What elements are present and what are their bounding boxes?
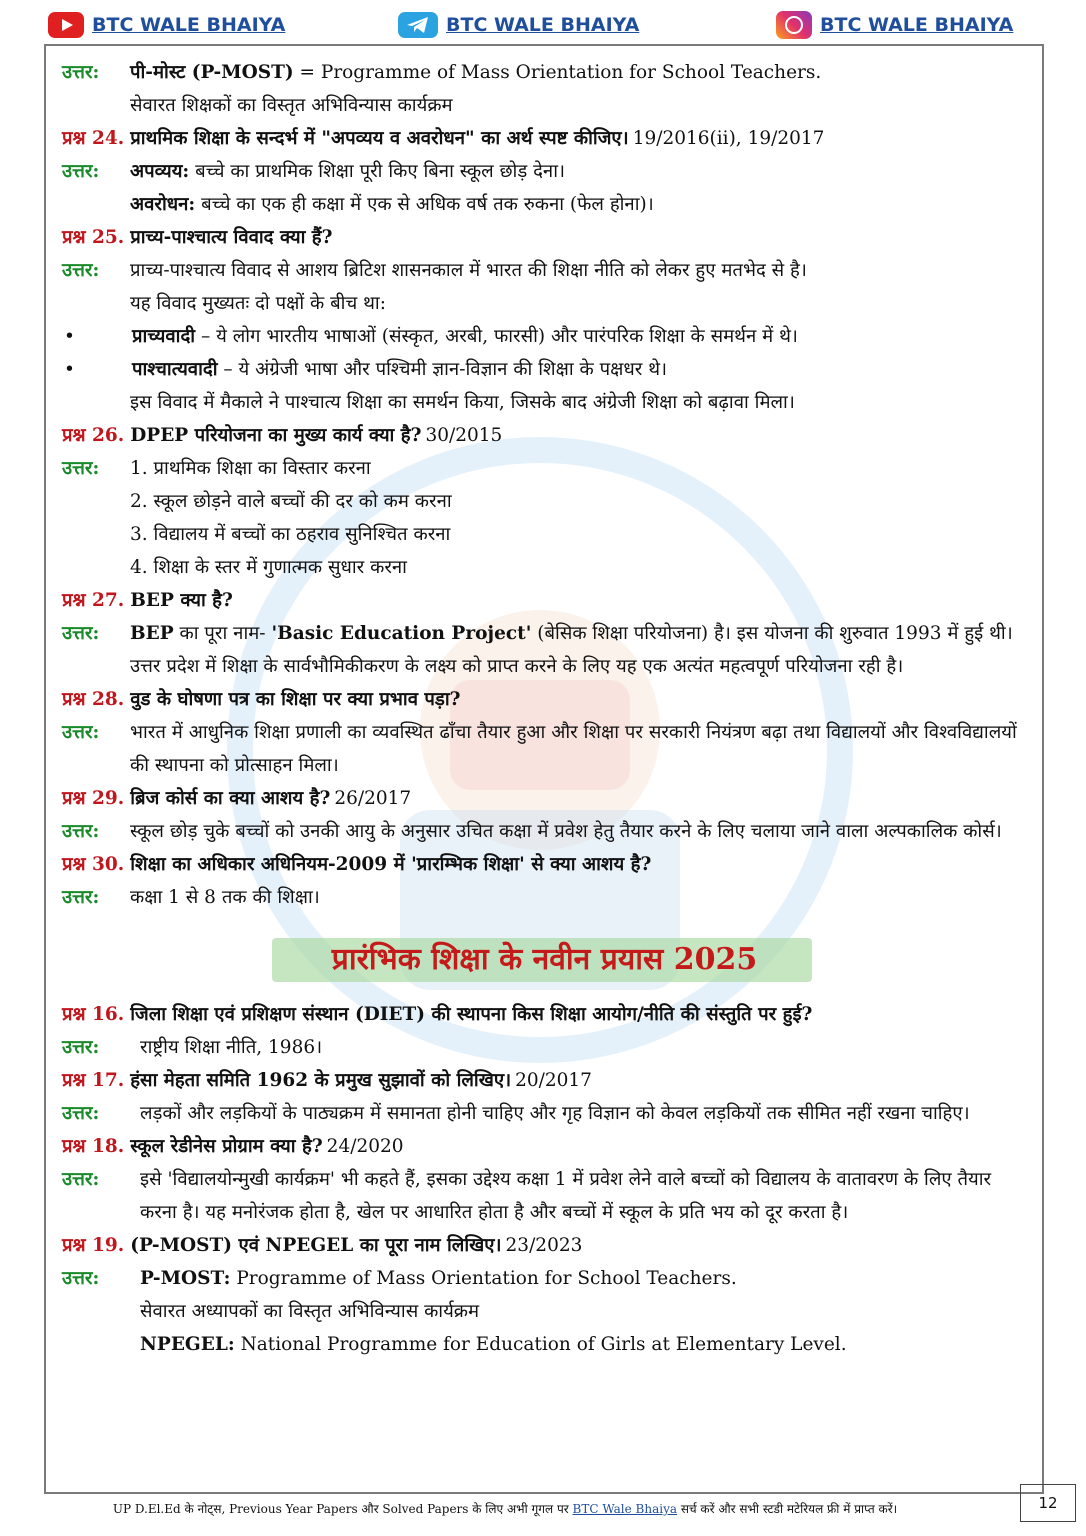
telegram-label[interactable]: BTC WALE BHAIYA bbox=[446, 14, 640, 36]
question-text: प्राथमिक शिक्षा के सन्दर्भ में "अपव्यय व अवरोधन" का अर्थ स्पष्ट कीजिए। bbox=[130, 128, 629, 149]
section-banner bbox=[62, 936, 1027, 984]
question-number: प्रश्न 18. bbox=[62, 1136, 125, 1157]
answer-key: 'Basic Education Project' bbox=[271, 623, 532, 644]
question-number: प्रश्न 17. bbox=[62, 1070, 125, 1091]
answer-text: सेवारत अध्यापकों का विस्तृत अभिविन्यास कार्यक्रम bbox=[140, 1301, 480, 1322]
answer-text: बच्चे का एक ही कक्षा में एक से अधिक वर्ष तक रुकना (फेल होना)। bbox=[201, 194, 654, 215]
answer-key: पाश्चात्यवादी bbox=[132, 359, 218, 380]
answer-row bbox=[62, 815, 1027, 848]
answer-key: प्राच्यवादी bbox=[132, 326, 196, 347]
question-row bbox=[62, 848, 1027, 881]
answer-text: इस विवाद में मैकाले ने पाश्चात्य शिक्षा का समर्थन किया, जिसके बाद अंग्रेजी शिक्षा को बढ़ावा मिला। bbox=[130, 392, 795, 413]
answer-label: उत्तर: bbox=[62, 458, 100, 479]
section-title: प्रारंभिक शिक्षा के नवीन प्रयास 2025 bbox=[331, 942, 758, 977]
youtube-link[interactable] bbox=[48, 10, 285, 40]
list-item: 3. विद्यालय में बच्चों का ठहराव सुनिश्चित करना bbox=[130, 524, 451, 545]
answer-row bbox=[62, 452, 1027, 584]
answer-key: NPEGEL: bbox=[140, 1334, 235, 1355]
header-bar bbox=[0, 6, 1086, 44]
answer-label: उत्तर: bbox=[62, 623, 100, 644]
answer-label: उत्तर: bbox=[62, 821, 100, 842]
answer-label: उत्तर: bbox=[62, 260, 100, 281]
answer-label: उत्तर: bbox=[62, 1103, 100, 1124]
question-row bbox=[62, 122, 1027, 155]
answer-text: लड़कों और लड़कियों के पाठ्यक्रम में समानता होनी चाहिए और गृह विज्ञान को केवल लड़कियों तक सीमित नहीं रखना चाहिए। bbox=[140, 1103, 970, 1124]
list-item bbox=[62, 320, 1027, 353]
question-ref: 24/2020 bbox=[326, 1136, 404, 1157]
instagram-label[interactable]: BTC WALE BHAIYA bbox=[820, 14, 1014, 36]
answer-key: अवरोधन: bbox=[130, 194, 196, 215]
question-text: BEP क्या है? bbox=[130, 590, 233, 611]
answer-label: उत्तर: bbox=[62, 62, 100, 83]
answer-text: – ये अंग्रेजी भाषा और पश्चिमी ज्ञान-विज्ञान की शिक्षा के पक्षधर थे। bbox=[223, 359, 668, 380]
question-text: प्राच्य-पाश्चात्य विवाद क्या हैं? bbox=[130, 227, 333, 248]
answer-text: भारत में आधुनिक शिक्षा प्रणाली का व्यवस्थित ढाँचा तैयार हुआ और शिक्षा पर सरकारी नियंत्रण बढ़ा तथा विद्यालयों और विश्वविद्यालयों की स्थापना को प्रोत्साहन मिला। bbox=[130, 722, 1017, 776]
instagram-link[interactable] bbox=[776, 10, 1013, 40]
youtube-icon bbox=[48, 12, 84, 38]
answer-row bbox=[62, 155, 1027, 221]
question-row bbox=[62, 998, 1027, 1031]
question-text: स्कूल रेडीनेस प्रोग्राम क्या है? bbox=[130, 1136, 323, 1157]
question-row bbox=[62, 1229, 1027, 1262]
question-row bbox=[62, 221, 1027, 254]
question-text: (P-MOST) एवं NPEGEL का पूरा नाम लिखिए। bbox=[130, 1235, 502, 1256]
answer-text: प्राच्य-पाश्चात्य विवाद से आशय ब्रिटिश शासनकाल में भारत की शिक्षा नीति को लेकर हुए मतभेद से है। bbox=[130, 260, 807, 281]
question-number: प्रश्न 30. bbox=[62, 854, 125, 875]
question-text: वुड के घोषणा पत्र का शिक्षा पर क्या प्रभाव पड़ा? bbox=[130, 689, 461, 710]
answer-text: यह विवाद मुख्यतः दो पक्षों के बीच था: bbox=[130, 293, 386, 314]
answer-text: = Programme of Mass Orientation for School Teachers. bbox=[299, 62, 822, 83]
answer-row bbox=[62, 1262, 1027, 1361]
list-item: 2. स्कूल छोड़ने वाले बच्चों की दर को कम करना bbox=[130, 491, 452, 512]
list-item: 1. प्राथमिक शिक्षा का विस्तार करना bbox=[130, 458, 371, 479]
question-row bbox=[62, 584, 1027, 617]
question-ref: 20/2017 bbox=[515, 1070, 592, 1091]
footer-text: सर्च करें और सभी स्टडी मटेरियल फ्री में प्राप्त करें। bbox=[680, 1502, 898, 1516]
answer-row bbox=[62, 617, 1027, 683]
youtube-label[interactable]: BTC WALE BHAIYA bbox=[92, 14, 286, 36]
answer-text: National Programme for Education of Girls at Elementary Level. bbox=[240, 1334, 847, 1355]
answer-row bbox=[62, 386, 1027, 419]
question-ref: 19/2016(ii), 19/2017 bbox=[632, 128, 825, 149]
answer-text: राष्ट्रीय शिक्षा नीति, 1986। bbox=[140, 1037, 323, 1058]
question-ref: 26/2017 bbox=[334, 788, 412, 809]
question-ref: 30/2015 bbox=[425, 425, 503, 446]
question-text: ब्रिज कोर्स का क्या आशय है? bbox=[130, 788, 331, 809]
question-text: हंसा मेहता समिति 1962 के प्रमुख सुझावों को लिखिए। bbox=[130, 1070, 512, 1091]
question-ref: 23/2023 bbox=[505, 1235, 583, 1256]
answer-text: इसे 'विद्यालयोन्मुखी कार्यक्रम' भी कहते हैं, इसका उद्देश्य कक्षा 1 में प्रवेश लेने वाले बच्चों को विद्यालय के वातावरण के लिए तैयार करना है। यह मनोरंजक होता है, खेल पर आधारित होता है और बच्चों में स्कूल के प्रति भय को दूर करता है। bbox=[140, 1169, 992, 1223]
question-number: प्रश्न 26. bbox=[62, 425, 125, 446]
bullet-icon: • bbox=[64, 359, 75, 380]
answer-row bbox=[62, 881, 1027, 914]
list-item bbox=[62, 353, 1027, 386]
answer-row bbox=[62, 1097, 1027, 1130]
answer-row bbox=[62, 56, 1027, 122]
question-row bbox=[62, 683, 1027, 716]
answer-text: का पूरा नाम- bbox=[179, 623, 266, 644]
answer-text: कक्षा 1 से 8 तक की शिक्षा। bbox=[130, 887, 320, 908]
answer-key: P-MOST: bbox=[140, 1268, 231, 1289]
answer-label: उत्तर: bbox=[62, 1268, 100, 1289]
answer-row bbox=[62, 716, 1027, 782]
answer-label: उत्तर: bbox=[62, 1037, 100, 1058]
question-row bbox=[62, 1064, 1027, 1097]
answer-label: उत्तर: bbox=[62, 722, 100, 743]
footer-text: UP D.El.Ed के नोट्स, Previous Year Papers और Solved Papers के लिए अभी गूगल पर bbox=[112, 1502, 569, 1516]
list-item: 4. शिक्षा के स्तर में गुणात्मक सुधार करना bbox=[130, 557, 407, 578]
footer-link[interactable]: BTC Wale Bhaiya bbox=[572, 1502, 678, 1516]
question-number: प्रश्न 19. bbox=[62, 1235, 125, 1256]
question-text: शिक्षा का अधिकार अधिनियम-2009 में 'प्रारम्भिक शिक्षा' से क्या आशय है? bbox=[130, 854, 652, 875]
answer-label: उत्तर: bbox=[62, 887, 100, 908]
question-text: DPEP परियोजना का मुख्य कार्य क्या है? bbox=[130, 425, 422, 446]
answer-line: सेवारत शिक्षकों का विस्तृत अभिविन्यास कार्यक्रम bbox=[130, 95, 453, 116]
answer-key: पी-मोस्ट (P-MOST) bbox=[130, 62, 294, 83]
answer-row bbox=[62, 1163, 1027, 1229]
answer-text: – ये लोग भारतीय भाषाओं (संस्कृत, अरबी, फारसी) और पारंपरिक शिक्षा के समर्थन में थे। bbox=[200, 326, 798, 347]
question-number: प्रश्न 27. bbox=[62, 590, 125, 611]
question-row bbox=[62, 782, 1027, 815]
page-content bbox=[62, 56, 1027, 1361]
question-number: प्रश्न 28. bbox=[62, 689, 125, 710]
question-number: प्रश्न 29. bbox=[62, 788, 125, 809]
answer-text: (बेसिक शिक्षा परियोजना) है। इस योजना की शुरुवात 1993 में हुई थी। उत्तर प्रदेश में शिक्षा के सार्वभौमिकीकरण के लक्ष्य को प्राप्त करने के लिए यह एक अत्यंत महत्वपूर्ण परियोजना रही है। bbox=[130, 623, 1013, 677]
bullet-icon: • bbox=[64, 326, 75, 347]
question-row bbox=[62, 419, 1027, 452]
answer-label: उत्तर: bbox=[62, 1169, 100, 1190]
answer-row bbox=[62, 254, 1027, 320]
instagram-icon bbox=[776, 11, 812, 39]
question-text: जिला शिक्षा एवं प्रशिक्षण संस्थान (DIET) की स्थापना किस शिक्षा आयोग/नीति की संस्तुति पर हुई? bbox=[130, 1004, 813, 1025]
footer bbox=[0, 1500, 1010, 1517]
answer-key: BEP bbox=[130, 623, 174, 644]
answer-text: बच्चे का प्राथमिक शिक्षा पूरी किए बिना स्कूल छोड़ देना। bbox=[195, 161, 566, 182]
answer-text: Programme of Mass Orientation for School Teachers. bbox=[236, 1268, 737, 1289]
question-number: प्रश्न 24. bbox=[62, 128, 125, 149]
answer-key: अपव्यय: bbox=[130, 161, 190, 182]
question-row bbox=[62, 1130, 1027, 1163]
question-number: प्रश्न 16. bbox=[62, 1004, 125, 1025]
answer-row bbox=[62, 1031, 1027, 1064]
question-number: प्रश्न 25. bbox=[62, 227, 125, 248]
telegram-link[interactable] bbox=[398, 10, 639, 40]
answer-label: उत्तर: bbox=[62, 161, 100, 182]
telegram-icon bbox=[398, 12, 438, 38]
page-number: 12 bbox=[1020, 1484, 1076, 1522]
answer-text: स्कूल छोड़ चुके बच्चों को उनकी आयु के अनुसार उचित कक्षा में प्रवेश हेतु तैयार करने के लिए चलाया जाने वाला अल्पकालिक कोर्स। bbox=[130, 821, 1002, 842]
